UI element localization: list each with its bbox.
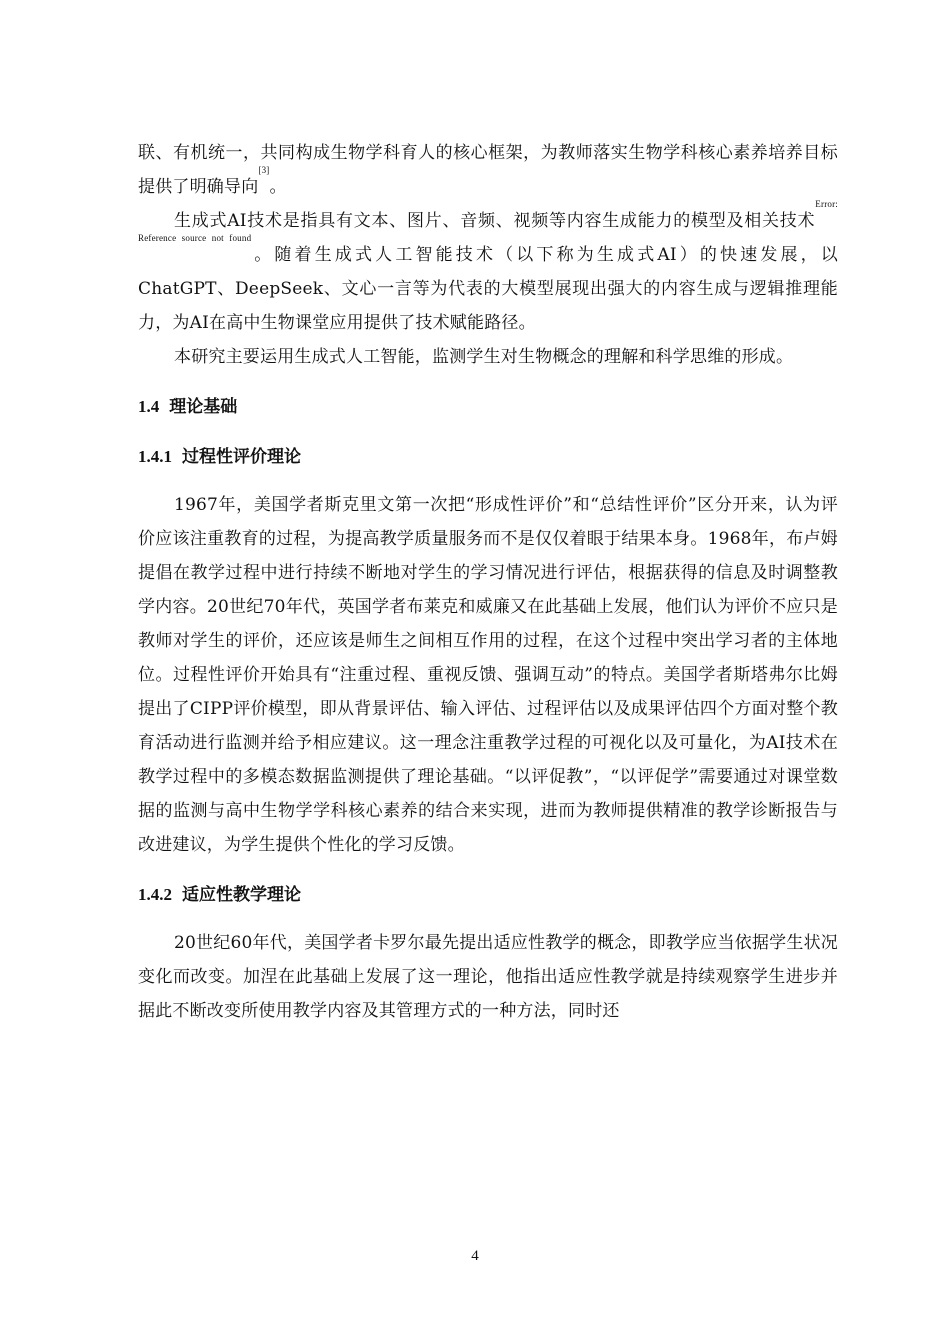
- section-heading-1-4-2: [138, 878, 838, 912]
- section-title: 理论基础: [169, 397, 238, 417]
- paragraph-text: 生成式AI技术是指具有文本、图片、音频、视频等内容生成能力的模型及相关技术: [174, 211, 816, 231]
- paragraph-generative-ai: [138, 199, 838, 340]
- section-title: 过程性评价理论: [182, 447, 301, 467]
- section-heading-1-4: [138, 390, 838, 424]
- paragraph-adaptive-teaching: 20世纪60年代，美国学者卡罗尔最先提出适应性教学的概念，即教学应当依据学生状况变化而改变。加涅在此基础上发展了这一理论，他指出适应性教学就是持续观察学生进步并据此不断改变所使用教学内容及其管理方式的一种方法，同时还: [138, 933, 838, 1021]
- citation-ref[interactable]: [3]: [258, 165, 270, 175]
- section-number: 1.4: [138, 397, 160, 416]
- document-body: [138, 136, 838, 1028]
- paragraph-text: 联、有机统一，共同构成生物学科育人的核心框架，为教师落实生物学科核心素养培养目标提供了明确导向: [138, 143, 838, 197]
- section-number: 1.4.1: [138, 447, 172, 466]
- paragraph-process-evaluation: 1967年，美国学者斯克里文第一次把“形成性评价”和“总结性评价”区分开来，认为评价应该注重教育的过程，为提高教学质量服务而不是仅仅着眼于结果本身。1968年，布卢姆提倡在教学过程中进行持续不断地对学生的学习情况进行评估，根据获得的信息及时调整教学内容。20世纪70年代，英国学者布莱克和威廉又在此基础上发展，他们认为评价不应只是教师对学生的评价，还应该是师生之间相互作用的过程，在这个过程中突出学习者的主体地位。过程性评价开始具有“注重过程、重视反馈、强调互动”的特点。美国学者斯塔弗尔比姆提出了CIPP评价模型，即从背景评估、输入评估、过程评估以及成果评估四个方面对整个教育活动进行监测并给予相应建议。这一理念注重教学过程的可视化以及可量化，为AI技术在教学过程中的多模态数据监测提供了理论基础。“以评促教”，“以评促学”需要通过对课堂数据的监测与高中生物学学科核心素养的结合来实现，进而为教师提供精准的教学诊断报告与改进建议，为学生提供个性化的学习反馈。: [138, 495, 838, 855]
- page-number: 4: [471, 1248, 479, 1264]
- section-title: 适应性教学理论: [182, 885, 301, 905]
- paragraph-research-purpose: 本研究主要运用生成式人工智能，监测学生对生物概念的理解和科学思维的形成。: [174, 347, 794, 367]
- paragraph-continuation: [138, 136, 838, 204]
- section-number: 1.4.2: [138, 885, 172, 904]
- paragraph-text-end: 。: [269, 177, 287, 197]
- reference-error[interactable]: Error: Reference source not found: [138, 199, 838, 243]
- paragraph-text-end: 。随着生成式人工智能技术（以下称为生成式AI）的快速发展，以ChatGPT、DeepSeek、文心一言等为代表的大模型展现出强大的内容生成与逻辑推理能力，为AI在高中生物课堂应用提供了技术赋能路径。: [138, 245, 838, 333]
- section-heading-1-4-1: [138, 440, 838, 474]
